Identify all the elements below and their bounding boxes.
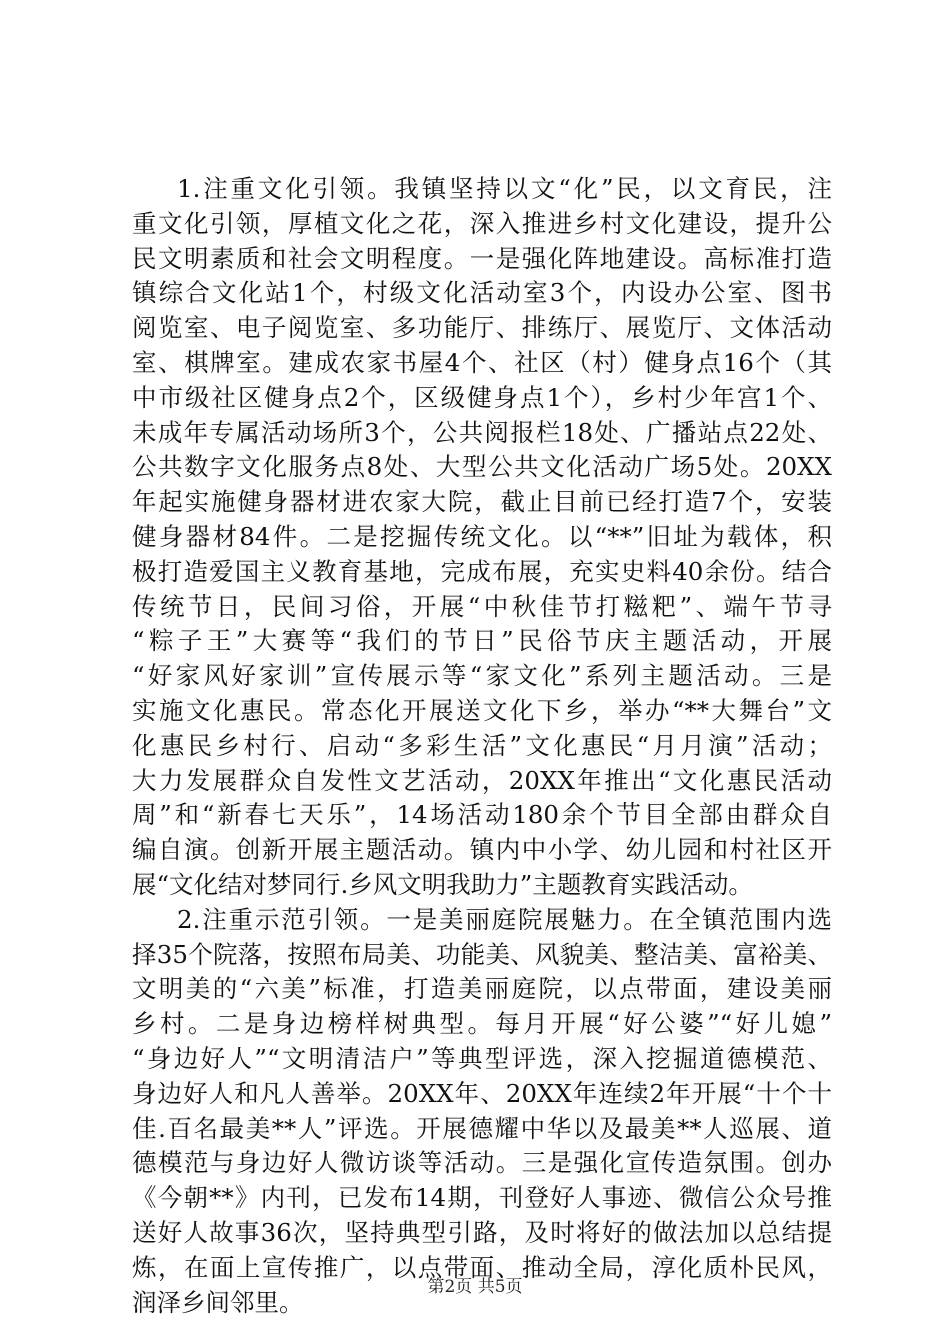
paragraph-1-line: 未成年专属活动场所3个，公共阅报栏18处、广播站点22处、 [132, 417, 832, 447]
body-text [132, 172, 832, 1320]
paragraph-2-line: 文明美的“六美”标准，打造美丽庭院，以点带面，建设美丽 [132, 974, 832, 1004]
paragraph-1-line: 阅览室、电子阅览室、多功能厅、排练厅、展览厅、文体活动 [132, 313, 832, 343]
paragraph-2-line: “身边好人”“文明清洁户”等典型评选，深入挖掘道德模范、 [132, 1043, 832, 1073]
paragraph-2-line: 炼，在面上宣传推广，以点带面、推动全局，淳化质朴民风， [132, 1252, 832, 1282]
paragraph-1-line: 1.注重文化引领。我镇坚持以文“化”民，以文育民，注 [177, 174, 832, 203]
page-footer [0, 1272, 950, 1297]
paragraph-2-line: 择35个院落，按照布局美、功能美、风貌美、整洁美、富裕美、 [132, 939, 832, 969]
paragraph-2-line: 送好人故事36次，坚持典型引路，及时将好的做法加以总结提 [132, 1217, 832, 1247]
paragraph-1-line: 重文化引领，厚植文化之花，深入推进乡村文化建设，提升公 [132, 208, 832, 238]
paragraph-2-line: 《今朝**》内刊，已发布14期，刊登好人事迹、微信公众号推 [132, 1183, 832, 1213]
paragraph-1-line: 极打造爱国主义教育基地，完成布展，充实史料40余份。结合 [132, 556, 832, 586]
paragraph-1-line: 年起实施健身器材进农家大院，截止目前已经打造7个，安装 [132, 487, 832, 517]
paragraph-1-line: 镇综合文化站1个，村级文化活动室3个，内设办公室、图书 [132, 278, 832, 308]
paragraph-2-line: 乡村。二是身边榜样树典型。每月开展“好公婆”“好儿媳” [132, 1009, 832, 1039]
paragraph-2-line: 身边好人和凡人善举。20XX年、20XX年连续2年开展“十个十 [132, 1078, 832, 1108]
paragraph-1-line: 健身器材84件。二是挖掘传统文化。以“**”旧址为载体，积 [132, 521, 832, 551]
paragraph-2-line: 2.注重示范引领。一是美丽庭院展魅力。在全镇范围内选 [177, 904, 832, 934]
paragraph-1-line: “好家风好家训”宣传展示等“家文化”系列主题活动。三是 [132, 661, 832, 691]
page-number: 第2页 [427, 1277, 473, 1297]
paragraph-1-line: 室、棋牌室。建成农家书屋4个、社区（村）健身点16个（其 [132, 347, 832, 377]
paragraph-1-line: 编自演。创新开展主题活动。镇内中小学、幼儿园和村社区开 [132, 835, 832, 865]
paragraph-2-line: 佳.百名最美**人”评选。开展德耀中华以及最美**人巡展、道 [132, 1113, 832, 1143]
paragraph-1-line: 民文明素质和社会文明程度。一是强化阵地建设。高标准打造 [132, 243, 832, 273]
paragraph-1-line: 公共数字文化服务点8处、大型公共文化活动广场5处。20XX [132, 452, 832, 482]
paragraph-2-line: 德模范与身边好人微访谈等活动。三是强化宣传造氛围。创办 [132, 1148, 832, 1178]
paragraph-1-line: “粽子王”大赛等“我们的节日”民俗节庆主题活动，开展 [132, 626, 832, 656]
paragraph-1-line: 大力发展群众自发性文艺活动，20XX年推出“文化惠民活动 [132, 765, 832, 795]
paragraph-1-line: 化惠民乡村行、启动“多彩生活”文化惠民“月月演”活动； [132, 730, 832, 760]
page-total: 共5页 [477, 1277, 523, 1297]
paragraph-1-line: 周”和“新春七天乐”，14场活动180余个节目全部由群众自 [132, 800, 832, 830]
paragraph-1-line: 实施文化惠民。常态化开展送文化下乡，举办“**大舞台”文 [132, 695, 832, 725]
paragraph-2-line: 润泽乡间邻里。 [132, 1287, 304, 1317]
paragraph-1-line: 传统节日，民间习俗，开展“中秋佳节打糍粑”、端午节寻 [132, 591, 832, 621]
paragraph-1-line: 展“文化结对梦同行.乡风文明我助力”主题教育实践活动。 [132, 869, 753, 899]
paragraph-1-line: 中市级社区健身点2个，区级健身点1个），乡村少年宫1个、 [132, 382, 832, 412]
